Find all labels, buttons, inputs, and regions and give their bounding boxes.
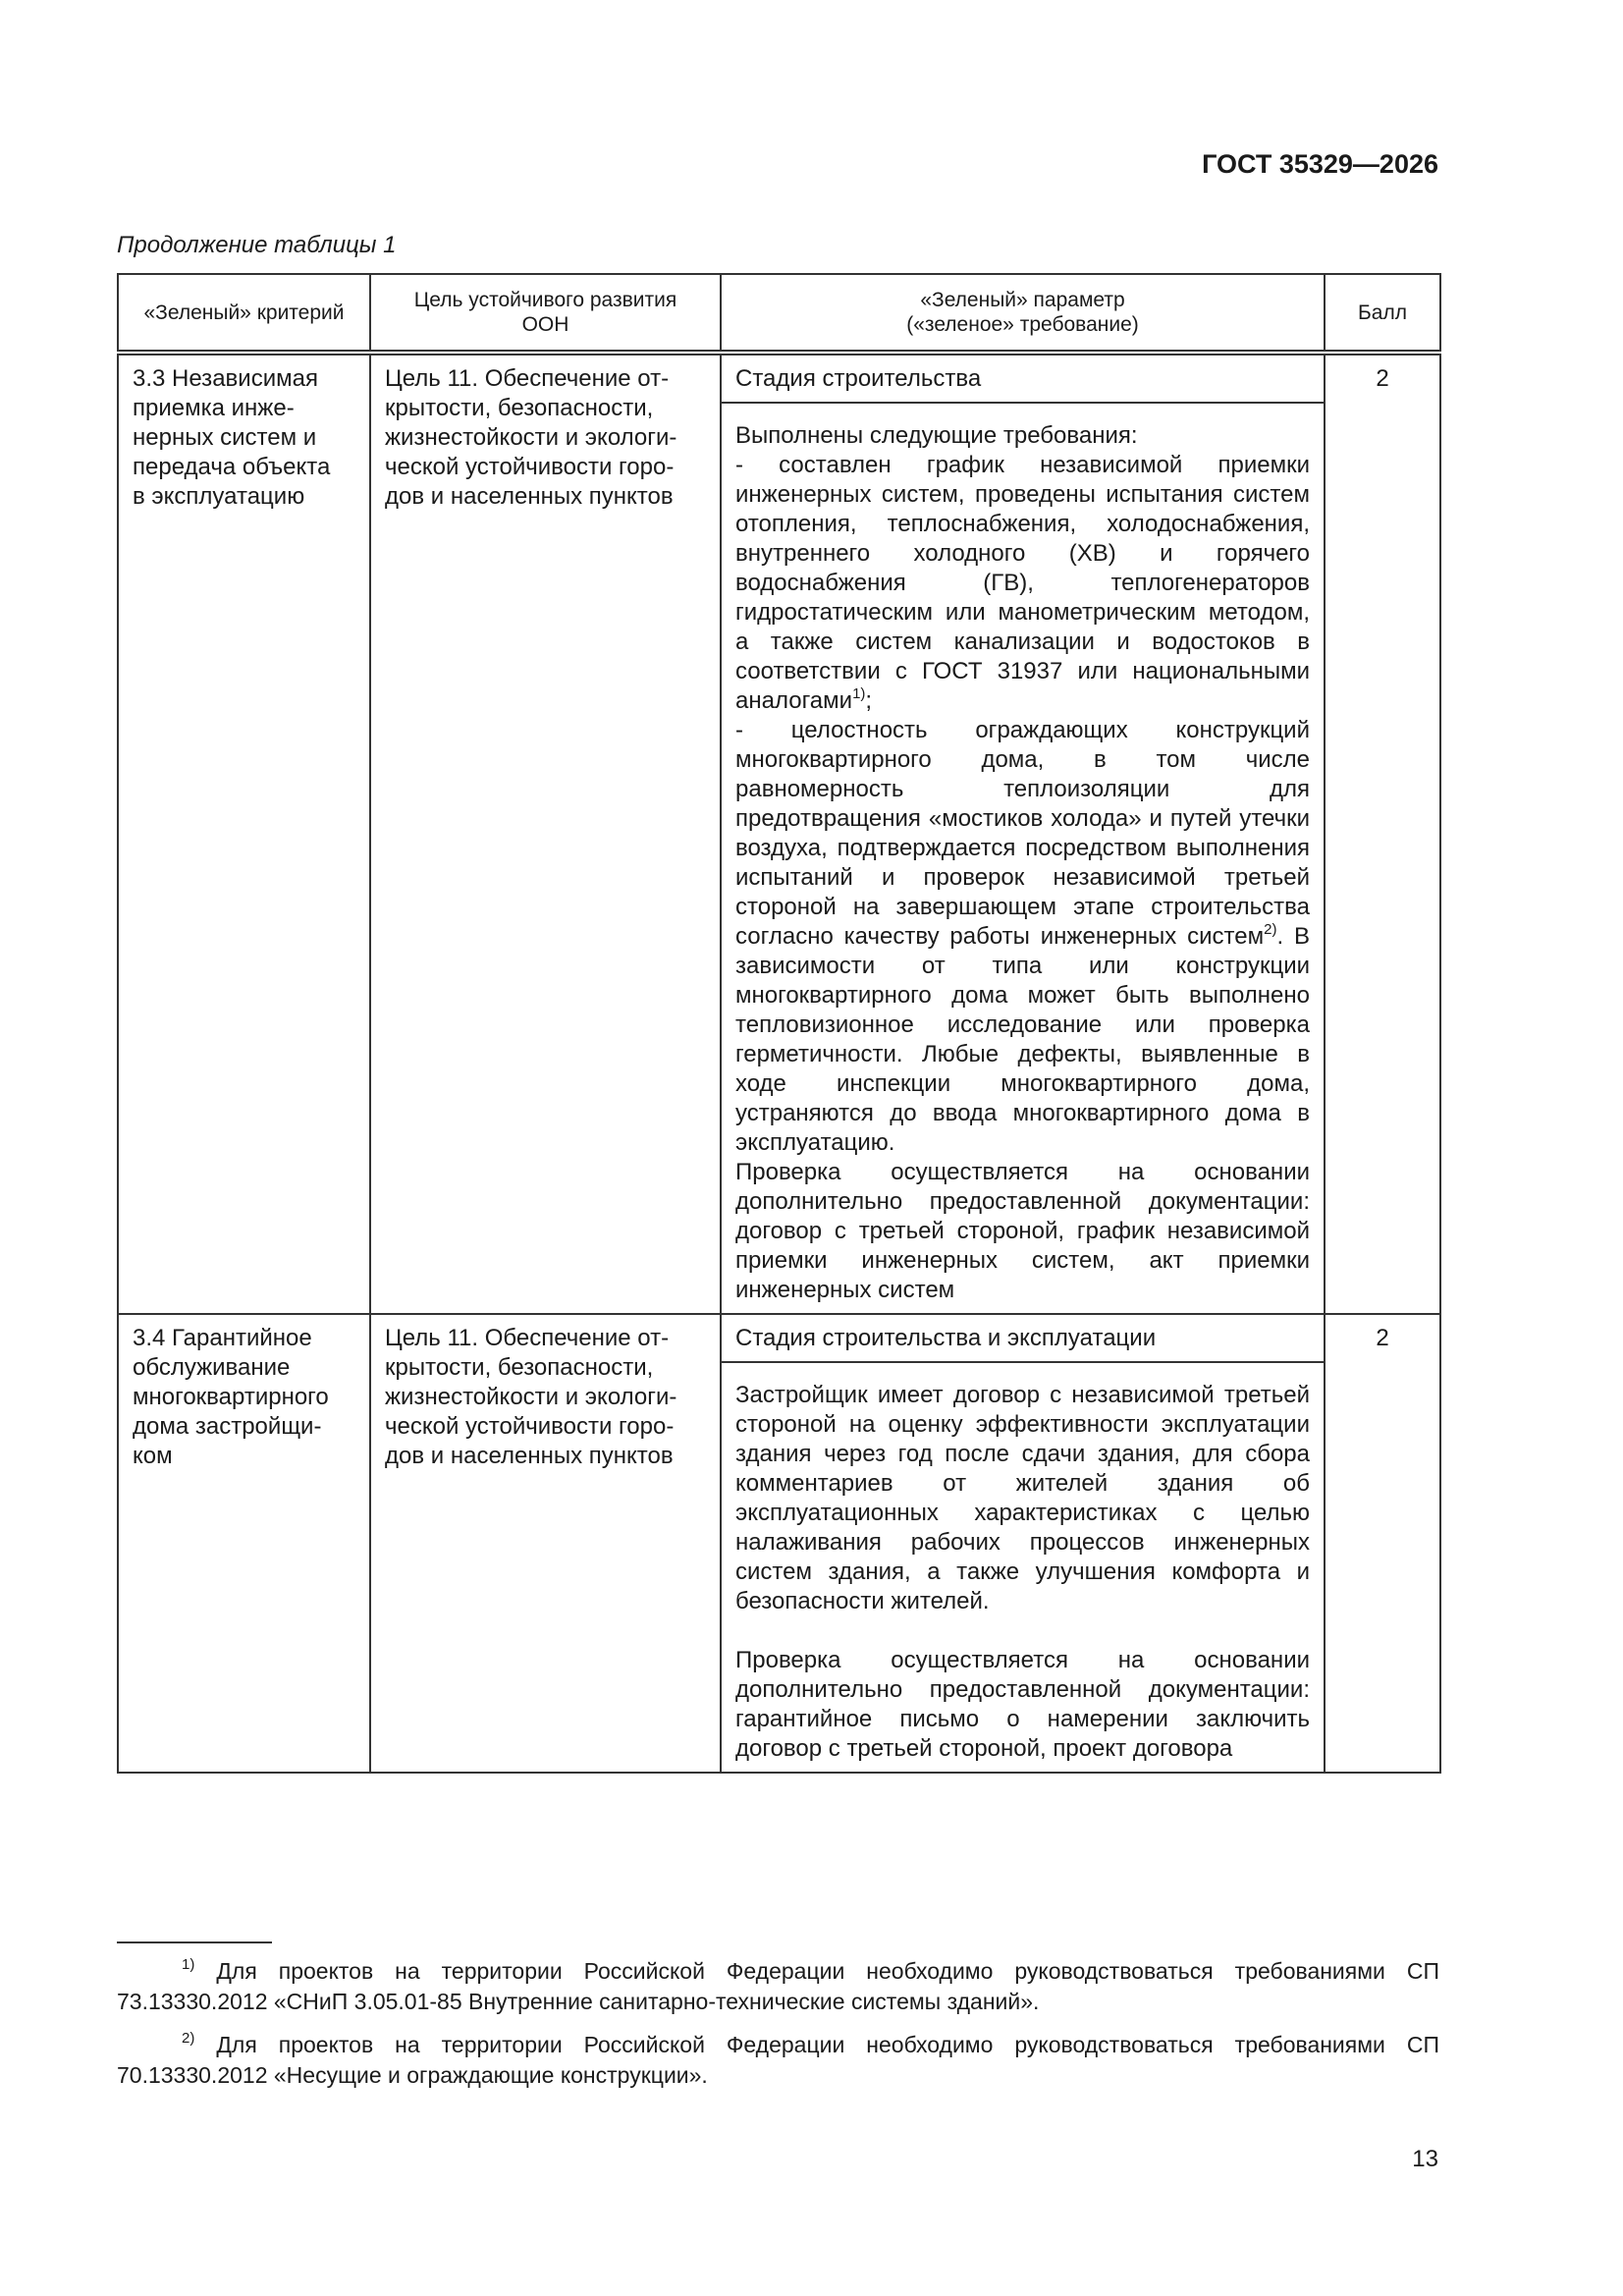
footnote: $^{2)}$ Для проектов на территории Российской Федерации необходимо руководствоваться требованиями СП 70.13330.2012 «Несущие и ограждающие конструкции». xyxy=(117,2030,1440,2088)
page-number: 13 xyxy=(1412,2146,1438,2172)
standard-code: ГОСТ 35329—2026 xyxy=(1202,149,1438,179)
score-cell: 2 xyxy=(1325,1314,1440,1773)
criterion-cell: 3.4 Гарантийное обслуживание многоквартирного дома застройщи- ком xyxy=(118,1314,370,1773)
goal-cell: Цель 11. Обеспечение от- крытости, безопасности, жизнестойкости и экологи- ческой устойчивости горо- дов и населенных пунктов xyxy=(370,353,721,1314)
footnote-mark: 2) xyxy=(182,2030,195,2047)
footnote-separator xyxy=(117,1941,272,1943)
stage-label: Стадия строительства xyxy=(722,355,1324,404)
verification-text: Проверка осуществляется на основании дополнительно предоставленной документации: гарантийное письмо о намерении заключить договор с третьей стороной, проект договора xyxy=(735,1647,1310,1762)
table-caption: Продолжение таблицы 1 xyxy=(117,232,397,258)
column-header-un-goal: Цель устойчивого развития ООН xyxy=(370,274,721,353)
requirement-item: - составлен график независимой приемки инженерных систем, проведены испытания систем отопления, теплоснабжения, холодоснабжения, внутреннего холодного (ХВ) и горячего водоснабжения (ГВ), теплогенераторов гидростатическим или манометрическим методом, а также систем канализации и водостоков в соответствии с ГОСТ 31937 или национальными аналогами$^{1)}$; xyxy=(735,452,1310,714)
stage-label: Стадия строительства и эксплуатации xyxy=(722,1315,1324,1363)
footnote: $^{1)}$ Для проектов на территории Российской Федерации необходимо руководствоваться требованиями СП 73.13330.2012 «СНиП 3.05.01-85 Внутренние санитарно-технические системы зданий». xyxy=(117,1956,1440,2014)
requirement-text xyxy=(722,404,1324,1313)
parameter-cell xyxy=(721,1314,1325,1773)
criterion-cell: 3.3 Независимая приемка инже- нерных систем и передача объекта в эксплуатацию xyxy=(118,353,370,1314)
column-header-criterion: «Зеленый» критерий xyxy=(118,274,370,353)
requirement-item: - целостность ограждающих конструкций многоквартирного дома, в том числе равномерность теплоизоляции для предотвращения «мостиков холода» и путей утечки воздуха, подтверждается посредством выполнения испытаний и проверок независимой третьей стороной на завершающем этапе строительства согласно качеству работы инженерных систем$^{2)}$. В зависимости от типа или конструкции многоквартирного дома может быть выполнено тепловизионное исследование или проверка герметичности. Любые дефекты, выявленные в ходе инспекции многоквартирного дома, устраняются до ввода многоквартирного дома в эксплуатацию. xyxy=(735,717,1310,1156)
score-cell: 2 xyxy=(1325,353,1440,1314)
table-row xyxy=(118,353,1440,1314)
criteria-table xyxy=(117,273,1441,1774)
requirement-paragraph: Застройщик имеет договор с независимой третьей стороной на оценку эффективности эксплуатации здания через год после сдачи здания, для сбора комментариев от жителей здания об эксплуатационных характеристиках с целью налаживания рабочих процессов инженерных систем здания, а также улучшения комфорта и безопасности жителей. xyxy=(735,1382,1310,1614)
requirement-text xyxy=(722,1363,1324,1772)
requirement-intro: Выполнены следующие требования: xyxy=(735,422,1138,449)
column-header-parameter: «Зеленый» параметр («зеленое» требование) xyxy=(721,274,1325,353)
footnote-ref: 1) xyxy=(852,685,866,702)
parameter-cell xyxy=(721,353,1325,1314)
table-row xyxy=(118,1314,1440,1773)
footnote-ref: 2) xyxy=(1264,921,1277,938)
column-header-score: Балл xyxy=(1325,274,1440,353)
table-header-row xyxy=(118,274,1440,353)
goal-cell: Цель 11. Обеспечение от- крытости, безопасности, жизнестойкости и экологи- ческой устойчивости горо- дов и населенных пунктов xyxy=(370,1314,721,1773)
footnote-mark: 1) xyxy=(182,1956,195,1973)
verification-text: Проверка осуществляется на основании дополнительно предоставленной документации: договор с третьей стороной, график независимой приемки инженерных систем, акт приемки инженерных систем xyxy=(735,1159,1310,1303)
